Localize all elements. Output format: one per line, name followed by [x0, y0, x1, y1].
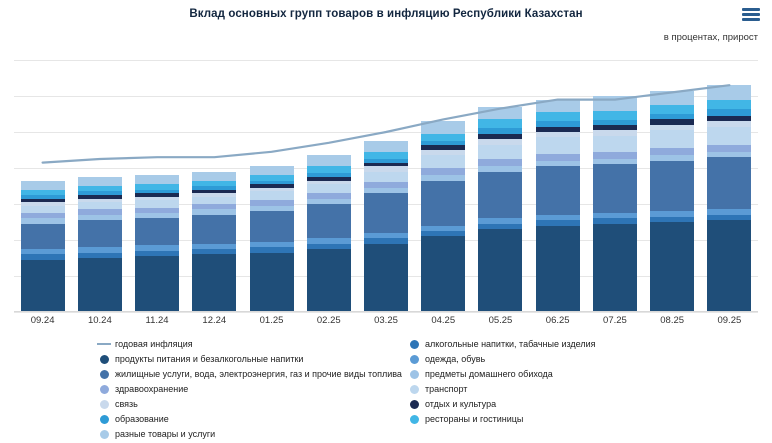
x-axis-tick-label: 12.24: [202, 315, 227, 326]
x-axis-tick-label: 02.25: [316, 315, 341, 326]
legend-column-right: [410, 337, 760, 427]
x-axis-baseline: [14, 311, 758, 312]
legend-item-label: транспорт: [425, 384, 468, 394]
page-title: Вклад основных групп товаров в инфляцию Республики Казахстан: [189, 8, 583, 20]
legend-dot-swatch: [100, 430, 109, 439]
legend-dot-swatch: [100, 370, 109, 379]
legend-dot-swatch: [410, 370, 419, 379]
gridline: [14, 312, 758, 313]
legend-item[interactable]: [410, 397, 760, 411]
legend-item[interactable]: [410, 337, 760, 351]
legend-item-label: здравоохранение: [115, 384, 189, 394]
legend-item-label: образование: [115, 414, 169, 424]
legend-item[interactable]: [100, 397, 410, 411]
x-axis-tick-label: 01.25: [259, 315, 284, 326]
legend-item[interactable]: [100, 352, 410, 366]
x-axis-tick-label: 05.25: [488, 315, 513, 326]
x-axis-tick-label: 03.25: [374, 315, 398, 326]
x-axis-tick-label: 04.25: [431, 315, 456, 326]
x-axis-tick-label: 09.24: [30, 315, 55, 326]
legend-dot-swatch: [410, 385, 419, 394]
legend-item[interactable]: [100, 412, 410, 426]
x-axis-tick-label: 09.25: [717, 315, 742, 326]
legend-item-label: отдых и культура: [425, 399, 497, 409]
legend-item[interactable]: [410, 412, 760, 426]
legend-item[interactable]: [100, 382, 410, 396]
x-axis-tick-label: 08.25: [660, 315, 685, 326]
legend-item-label: рестораны и гостиницы: [425, 414, 524, 424]
legend-item[interactable]: [410, 367, 760, 381]
legend-item-label: алкогольные напитки, табачные изделия: [425, 339, 596, 349]
legend-dot-swatch: [410, 340, 419, 349]
legend-item[interactable]: [100, 367, 410, 381]
plot-area: [14, 60, 758, 312]
menu-bar-2: [742, 13, 760, 16]
legend-item-label: продукты питания и безалкогольные напитки: [115, 354, 304, 364]
legend-dot-swatch: [100, 415, 109, 424]
legend-column-left: [100, 337, 410, 442]
legend-item[interactable]: [100, 337, 410, 351]
annual-inflation-line: [14, 60, 758, 312]
hamburger-menu-icon[interactable]: [742, 8, 760, 22]
x-axis-tick-label: 06.25: [545, 315, 570, 326]
legend-item-label: разные товары и услуги: [115, 429, 216, 439]
legend-item[interactable]: [100, 427, 410, 441]
legend-dot-swatch: [100, 355, 109, 364]
legend-item[interactable]: [410, 352, 760, 366]
legend-dot-swatch: [100, 385, 109, 394]
legend-item[interactable]: [410, 382, 760, 396]
units-label: в процентах, прирост: [660, 30, 762, 45]
legend-dot-swatch: [410, 355, 419, 364]
legend-item-label: одежда, обувь: [425, 354, 486, 364]
line-path: [43, 85, 730, 162]
legend-item-label: предметы домашнего обихода: [425, 369, 553, 379]
x-axis-tick-label: 07.25: [603, 315, 627, 326]
menu-bar-3: [742, 18, 760, 21]
legend-dot-swatch: [100, 400, 109, 409]
legend-dot-swatch: [410, 400, 419, 409]
legend-dot-swatch: [410, 415, 419, 424]
legend-item-label: связь: [115, 399, 138, 409]
x-axis-tick-label: 10.24: [87, 315, 112, 326]
legend-line-swatch: [97, 343, 111, 345]
legend-item-label: жилищные услуги, вода, электроэнергия, газ и прочие виды топлива: [115, 369, 402, 379]
legend-item-label: годовая инфляция: [115, 339, 193, 349]
menu-bar-1: [742, 8, 760, 11]
x-axis-tick-label: 11.24: [145, 315, 169, 326]
x-axis-labels: [14, 315, 758, 331]
